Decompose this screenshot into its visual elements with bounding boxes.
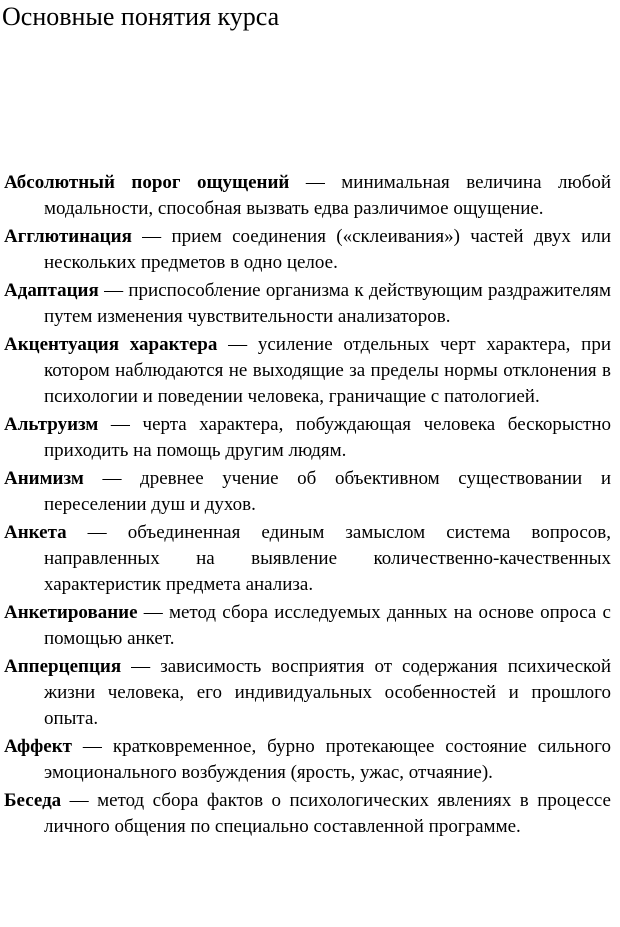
glossary-entry (4, 224, 611, 276)
glossary-entry (4, 278, 611, 330)
glossary-definition: — прием соединения («склеивания») частей двух или нескольких предметов в одно целое. (44, 226, 611, 273)
glossary-term: Акцентуация характера (4, 334, 218, 355)
glossary-definition: — минимальная величина любой модальности, способная вызвать едва различимое ощущение. (44, 172, 611, 219)
glossary-entry (4, 466, 611, 518)
glossary-term: Анкета (4, 522, 67, 543)
glossary-entry (4, 600, 611, 652)
glossary-definition: — усиление отдельных черт характера, при котором наблюдаются не выходящие за пределы нормы отклонения в психологии и поведении человека, граничащие с патологией. (44, 334, 611, 407)
glossary-definition: — зависимость восприятия от содержания психической жизни человека, его индивидуальных особенностей и прошлого опыта. (44, 656, 611, 729)
glossary-term: Абсолютный порог ощущений (4, 172, 290, 193)
glossary-entry (4, 170, 611, 222)
glossary-entry (4, 788, 611, 840)
glossary-definition: — кратковременное, бурно протекающее состояние сильного эмоционального возбуждения (ярость, ужас, отчаяние). (44, 736, 611, 783)
glossary-term: Апперцепция (4, 656, 122, 677)
glossary-term: Беседа (4, 790, 62, 811)
glossary-definition: — черта характера, побуждающая человека бескорыстно приходить на помощь другим людям. (44, 414, 611, 461)
glossary-term: Анимизм (4, 468, 84, 489)
glossary-definition: — объединенная единым замыслом система вопросов, направленных на выявление количественно-качественных характеристик предмета анализа. (44, 522, 611, 595)
glossary-entry (4, 412, 611, 464)
glossary-definition: — приспособление организма к действующим раздражителям путем изменения чувствительности анализаторов. (44, 280, 611, 327)
glossary-term: Анкетирование (4, 602, 138, 623)
glossary-term: Адаптация (4, 280, 99, 301)
glossary-entry (4, 734, 611, 786)
glossary-definition: — метод сбора исследуемых данных на основе опроса с помощью анкет. (44, 602, 611, 649)
glossary-list (4, 170, 611, 842)
section-heading: Основные понятия курса (2, 2, 280, 31)
glossary-entry (4, 332, 611, 410)
glossary-term: Аффект (4, 736, 73, 757)
glossary-term: Альтруизм (4, 414, 99, 435)
glossary-entry (4, 654, 611, 732)
glossary-entry (4, 520, 611, 598)
glossary-definition: — древнее учение об объективном существовании и переселении душ и духов. (44, 468, 611, 515)
glossary-definition: — метод сбора фактов о психологических явлениях в процессе личного общения по специально составленной программе. (44, 790, 611, 837)
glossary-term: Агглютинация (4, 226, 132, 247)
